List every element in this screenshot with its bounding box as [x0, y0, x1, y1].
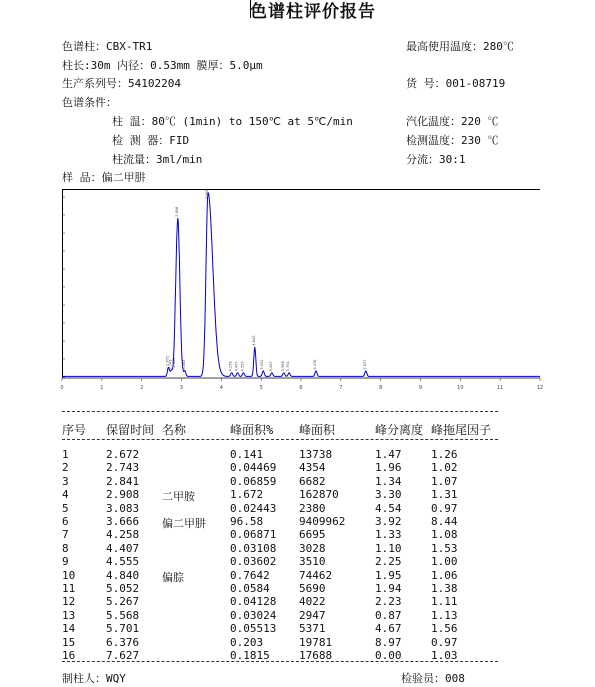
peak-rt-label: 4.258 — [228, 361, 233, 372]
table-cell: 1 — [62, 448, 69, 461]
table-cell: 5690 — [299, 582, 326, 595]
peak-rt-label: 6.376 — [312, 359, 317, 370]
col-header-retention: 保留时间 — [106, 423, 155, 437]
table-cell: 4.54 — [375, 501, 402, 515]
table-cell: 13 — [62, 608, 76, 622]
table-cell: 0.141 — [230, 448, 264, 461]
table-cell: 0.97 — [431, 635, 458, 649]
table-cell: 0.1815 — [230, 649, 270, 662]
lot-number: 货 号：001-08719 — [406, 77, 506, 90]
peak-rt-label: 5.052 — [260, 359, 265, 370]
table-cell: 17688 — [299, 649, 333, 662]
detector-type: 检 测 器：FID — [112, 134, 190, 147]
table-cell: 15 — [62, 635, 76, 649]
x-tick-label: 7 — [339, 385, 343, 391]
vaporizer-temperature: 汽化温度：220 ℃ — [406, 115, 499, 128]
serial-number: 生产系列号：54102204 — [62, 77, 181, 90]
table-cell: 0.06871 — [230, 528, 277, 542]
table-cell: 4.840 — [106, 568, 140, 582]
table-cell: 1.03 — [431, 649, 458, 662]
table-cell: 1.33 — [375, 528, 402, 542]
table-cell: 7 — [62, 528, 69, 542]
table-cell: 162870 — [299, 488, 339, 502]
table-cell: 8.97 — [375, 635, 402, 649]
table-cell: 16 — [62, 649, 76, 662]
table-cell: 2.672 — [106, 448, 140, 461]
table-cell: 1.34 — [375, 474, 402, 488]
table-cell: 1.26 — [431, 448, 458, 461]
table-cell: 0.05513 — [230, 622, 277, 636]
table-cell: 5.701 — [106, 622, 140, 636]
table-cell: 1.08 — [431, 528, 458, 542]
table-cell: 0.87 — [375, 608, 402, 622]
table-cell: 8 — [62, 541, 69, 555]
table-cell: 1.07 — [431, 474, 458, 488]
table-cell: 0.02443 — [230, 501, 277, 515]
chromatogram-trace — [62, 193, 540, 377]
table-cell: 14 — [62, 622, 76, 636]
x-tick-label: 4 — [219, 385, 223, 391]
oven-program: 柱 温：80℃ (1min) to 150℃ at 5℃/min — [112, 115, 353, 128]
table-cell: 2.23 — [375, 595, 402, 609]
conditions-heading: 色谱条件： — [62, 96, 117, 109]
peak-rt-label: 4.555 — [240, 361, 245, 372]
table-cell: 3.30 — [375, 488, 402, 502]
x-tick-label: 9 — [418, 385, 423, 391]
table-cell: 偏腙 — [162, 570, 184, 584]
table-cell: 0.203 — [230, 635, 264, 649]
table-cell: 1.53 — [431, 541, 458, 555]
table-header-rule — [62, 439, 498, 440]
table-cell: 0.03024 — [230, 608, 277, 622]
table-cell: 0.03108 — [230, 541, 277, 555]
x-tick-label: 5 — [259, 385, 263, 391]
table-cell: 1.94 — [375, 582, 402, 595]
table-cell: 4.67 — [375, 622, 402, 636]
peak-rt-label: 2.908 — [174, 206, 179, 217]
table-cell: 4 — [62, 488, 69, 502]
table-cell: 5 — [62, 501, 69, 515]
table-cell: 3510 — [299, 555, 326, 569]
table-cell: 9 — [62, 555, 69, 569]
table-cell: 4.555 — [106, 555, 140, 569]
table-cell: 4022 — [299, 595, 326, 609]
table-cell: 0.03602 — [230, 555, 277, 569]
x-tick-label: 0 — [60, 385, 64, 391]
inspector: 检验员：008 — [401, 672, 465, 685]
peak-rt-label: 3.083 — [181, 359, 186, 370]
x-tick-label: 6 — [299, 385, 303, 391]
peak-rt-label: 2.672 — [165, 355, 170, 366]
table-cell: 1.10 — [375, 541, 402, 555]
col-header-resolution: 峰分离度 — [375, 423, 424, 437]
x-tick-label: 11 — [496, 385, 504, 391]
table-cell: 2 — [62, 461, 69, 475]
table-cell: 5.568 — [106, 608, 140, 622]
table-cell: 二甲胺 — [162, 490, 195, 504]
table-top-rule — [62, 411, 498, 412]
peak-rt-label: 3.666 — [205, 188, 210, 199]
table-cell: 19781 — [299, 635, 333, 649]
table-cell: 3028 — [299, 541, 326, 555]
detector-temperature: 检测温度：230 ℃ — [406, 134, 499, 147]
table-cell: 2.25 — [375, 555, 402, 569]
table-cell: 1.06 — [431, 568, 458, 582]
table-cell: 0.04469 — [230, 461, 277, 475]
table-cell: 10 — [62, 568, 76, 582]
column-dimensions: 柱长:30m 内径：0.53mm 膜厚：5.0μm — [62, 59, 263, 72]
table-cell: 7.627 — [106, 649, 140, 662]
sample-name: 样 品：偏二甲肼 — [62, 171, 146, 184]
column-maker: 制柱人：WQY — [62, 672, 126, 685]
table-cell: 0.06859 — [230, 474, 277, 488]
col-header-name: 名称 — [162, 423, 187, 437]
table-cell: 5.267 — [106, 595, 140, 609]
report-title: 色谱柱评价报告 — [250, 2, 376, 22]
x-tick-label: 12 — [536, 385, 544, 391]
table-cell: 4354 — [299, 461, 326, 475]
table-cell: 3.666 — [106, 515, 140, 528]
peak-rt-label: 2.743 — [168, 359, 173, 370]
table-cell: 2.743 — [106, 461, 140, 475]
table-cell: 1.02 — [431, 461, 458, 475]
table-cell: 6682 — [299, 474, 326, 488]
x-tick-label: 8 — [379, 385, 383, 391]
column-flow: 柱流量：3ml/min — [112, 153, 203, 166]
table-cell: 11 — [62, 582, 76, 595]
peak-rt-label: 4.407 — [234, 361, 239, 372]
table-cell: 3.083 — [106, 501, 140, 515]
peak-rt-label: 5.701 — [286, 361, 291, 372]
x-tick-label: 10 — [457, 385, 464, 391]
table-cell: 1.47 — [375, 448, 402, 461]
x-tick-label: 2 — [140, 385, 144, 391]
table-cell: 3 — [62, 474, 69, 488]
table-cell: 2.841 — [106, 474, 140, 488]
table-cell: 1.95 — [375, 568, 402, 582]
chromatogram — [60, 188, 544, 398]
col-header-area: 峰面积 — [299, 423, 336, 437]
table-cell: 1.672 — [230, 488, 264, 502]
table-cell: 6.376 — [106, 635, 140, 649]
peak-rt-label: 5.267 — [268, 361, 273, 372]
table-cell: 0.00 — [375, 649, 402, 662]
table-cell: 2.908 — [106, 488, 140, 502]
table-cell: 偏二甲肼 — [162, 517, 206, 530]
table-cell: 1.13 — [431, 608, 458, 622]
table-cell: 9409962 — [299, 515, 346, 528]
table-cell: 1.31 — [431, 488, 458, 502]
peak-rt-label: 4.840 — [251, 335, 256, 346]
table-cell: 0.7642 — [230, 568, 270, 582]
peak-rt-label: 5.568 — [280, 361, 285, 372]
table-cell: 74462 — [299, 568, 333, 582]
col-header-tailing: 峰拖尾因子 — [431, 423, 492, 437]
table-cell: 13738 — [299, 448, 333, 461]
table-cell: 4.258 — [106, 528, 140, 542]
split-ratio: 分流：30:1 — [406, 153, 466, 166]
col-header-index: 序号 — [62, 423, 87, 437]
table-cell: 0.04128 — [230, 595, 277, 609]
table-cell: 0.97 — [431, 501, 458, 515]
table-cell: 1.56 — [431, 622, 458, 636]
table-cell: 2380 — [299, 501, 326, 515]
table-bottom-rule — [62, 661, 498, 662]
table-cell: 6695 — [299, 528, 326, 542]
peak-rt-label: 7.627 — [362, 359, 367, 370]
col-header-area-pct: 峰面积% — [230, 423, 274, 437]
x-tick-label: 1 — [100, 385, 104, 391]
column-model: 色谱柱：CBX-TR1 — [62, 40, 153, 53]
peak-rt-label: 2.841 — [172, 357, 177, 368]
table-cell: 3.92 — [375, 515, 402, 528]
max-temperature: 最高使用温度：280℃ — [406, 40, 514, 53]
table-cell: 6 — [62, 515, 69, 528]
table-cell: 0.0584 — [230, 582, 270, 595]
table-cell: 1.11 — [431, 595, 458, 609]
table-cell: 1.00 — [431, 555, 458, 569]
table-cell: 5371 — [299, 622, 326, 636]
table-cell: 1.96 — [375, 461, 402, 475]
chromatogram-svg — [60, 188, 544, 398]
table-cell: 2947 — [299, 608, 326, 622]
table-cell: 12 — [62, 595, 76, 609]
x-tick-label: 3 — [179, 385, 184, 391]
table-cell: 8.44 — [431, 515, 458, 528]
table-cell: 5.052 — [106, 582, 140, 595]
table-cell: 1.38 — [431, 582, 458, 595]
table-cell: 4.407 — [106, 541, 140, 555]
table-cell: 96.58 — [230, 515, 264, 528]
